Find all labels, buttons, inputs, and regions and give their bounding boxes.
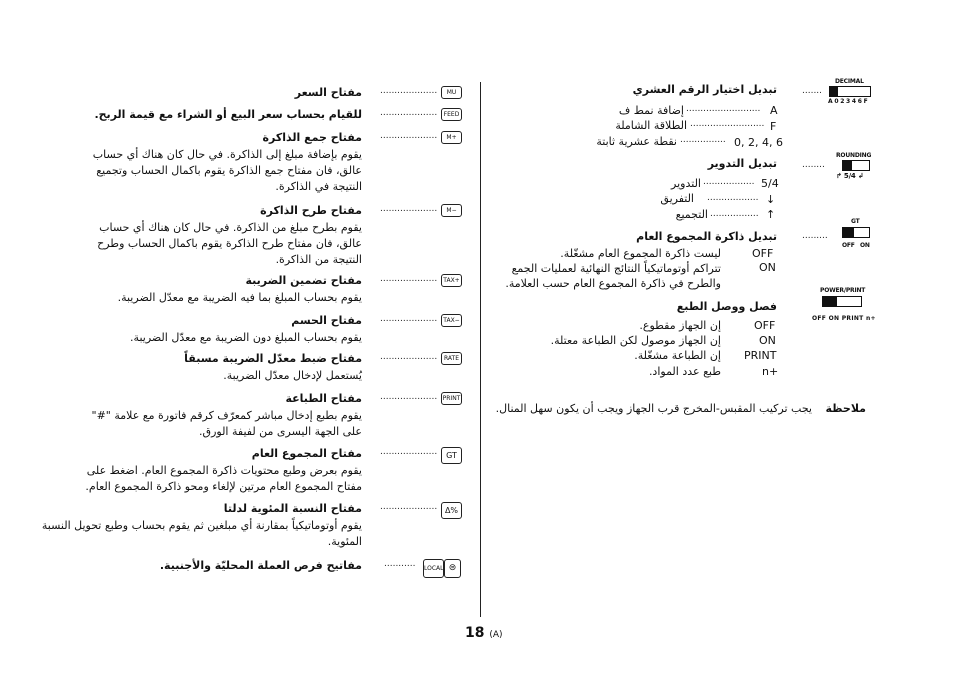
leader-dots: ......... <box>802 231 828 241</box>
decimal-row-value: A <box>770 104 778 117</box>
section-body-line: عالق، فان مفتاح طرح الذاكرة يقوم باكمال الحساب وطرح <box>97 237 362 250</box>
power-row-text: طبع عدد المواد. <box>648 365 721 378</box>
leader-dots: .................... <box>380 274 438 284</box>
leader-dots: .......................... <box>686 104 761 114</box>
section-title: مفتاح النسبة المئوية لدلتا <box>223 502 362 515</box>
section-body-line: يقوم بعرض وطبع محتويات ذاكرة المجموع العام. اضغط على <box>86 464 362 477</box>
key-icon-6: TAX− <box>441 314 462 327</box>
gt-switch-off: OFF <box>842 242 855 249</box>
section-body-line: النتيجة من الذاكرة. <box>275 253 362 266</box>
section-title: مفتاح تضمين الضريبة <box>245 274 362 287</box>
key-icon-11: LOCAL <box>423 559 444 578</box>
section-body-line: يقوم بطرح مبلغ من الذاكرة. في حال كان هناك أي حساب <box>99 221 362 234</box>
gt-switch-on: ON <box>860 242 870 249</box>
section-title: مفتاح ضبط معدّل الضريبة مسبقاً <box>184 352 362 365</box>
note-text: يجب تركيب المقبس-المخرج قرب الجهاز ويجب أن يكون سهل المنال. <box>495 402 812 415</box>
gt-row-value: ON <box>759 261 776 274</box>
rounding-switch-track[interactable] <box>842 160 870 171</box>
leader-dots: .................... <box>380 108 438 118</box>
key-icon-3: M+ <box>441 131 462 144</box>
section-body-line: يقوم بحساب المبلغ دون الضريبة مع معدّل الضريبة. <box>130 331 362 344</box>
decimal-row-text: إضافة نمط ف <box>618 104 684 117</box>
section-body-line: يُستعمل لإدخال معدّل الضريبة. <box>223 369 362 382</box>
gt-row-text: والطرح في ذاكرة المجموع العام حسب العلامة. <box>505 277 721 290</box>
power-row-text: إن الجهاز موصول لكن الطباعة معتلة. <box>550 334 721 347</box>
decimal-row-text: الطلاقة الشاملة <box>615 119 687 132</box>
section-body-line: المئوية. <box>327 535 362 548</box>
page-number-suffix: (A) <box>489 630 503 640</box>
section-body-line: النتيجة في الذاكرة. <box>275 180 362 193</box>
leader-dots: .................... <box>380 86 438 96</box>
decimal-switch-track[interactable] <box>829 86 871 97</box>
decimal-row-text: نقطة عشرية ثابتة <box>596 135 677 148</box>
decimal-switch-positions: A 0 2 3 4 6 F <box>828 98 868 105</box>
section-title: للقيام بحساب سعر البيع أو الشراء مع قيمة الربح. <box>94 108 362 121</box>
rounding-row-value: ↓ <box>766 193 776 206</box>
section-body-line: على الجهة اليسرى من لفيفة الورق. <box>199 425 362 438</box>
leader-dots: .................. <box>703 177 755 187</box>
power-row-value: OFF <box>754 319 776 332</box>
key-icon-8: PRINT <box>441 392 462 405</box>
rounding-row-value: ↑ <box>766 208 776 221</box>
power-row-value: PRINT <box>744 349 777 362</box>
section-title: مفاتيح فرص العملة المحليّة والأجنبية. <box>159 559 362 572</box>
page-number <box>465 625 503 641</box>
leader-dots: .......................... <box>690 119 765 129</box>
leader-dots: .................... <box>380 352 438 362</box>
decimal-switch-label: DECIMAL <box>835 78 864 85</box>
rounding-symbols: 5/4 <box>843 172 856 180</box>
page-number-value: 18 <box>465 625 485 641</box>
key-icon-10: Δ% <box>441 502 462 519</box>
section-title: مفتاح طرح الذاكرة <box>260 204 362 217</box>
key-icon-7: RATE <box>441 352 462 365</box>
leader-dots: ....... <box>802 86 823 96</box>
key-icon-9: GT <box>441 447 462 464</box>
gt-row-text: ليست ذاكرة المجموع العام مشغّلة. <box>560 247 721 260</box>
section-body-line: يقوم أوتوماتيكياً بمقارنة أي مبلغين ثم يقوم بحساب وطبع تحويل النسبة <box>41 519 362 532</box>
note-label: ملاحظة <box>825 402 866 415</box>
gt-switch-track[interactable] <box>842 227 870 238</box>
decimal-row-value: F <box>770 120 777 133</box>
power-row-value: ON <box>759 334 776 347</box>
key-icon-5: TAX+ <box>441 274 462 287</box>
gt-row-text: تتراكم أوتوماتيكياً النتائج النهائية لعمليات الجمع <box>511 262 721 275</box>
leader-dots: ........ <box>802 160 825 170</box>
section-title: مفتاح الحسم <box>291 314 362 327</box>
rounding-row-text: التدوير <box>671 177 701 190</box>
section-title: مفتاح الطباعة <box>285 392 362 405</box>
leader-dots: ................. <box>710 209 759 219</box>
leader-dots: .................... <box>380 502 438 512</box>
section-body-line: مفتاح المجموع العام مرتين لإلغاء ومحو ذاكرة المجموع العام. <box>85 480 362 493</box>
leader-dots: .................... <box>380 204 438 214</box>
rounding-row-text: التجميع <box>675 208 708 221</box>
leader-dots: ........... <box>384 559 416 569</box>
section-title: مفتاح جمع الذاكرة <box>262 131 362 144</box>
power-row-text: إن الجهاز مقطوع. <box>639 319 721 332</box>
leader-dots: .................... <box>380 314 438 324</box>
power-title: فصل ووصل الطبع <box>676 300 777 313</box>
power-row-text: إن الطباعة مشغّلة. <box>634 349 721 362</box>
gt-title: تبديل ذاكرة المجموع العام <box>636 230 777 243</box>
power-switch-track[interactable] <box>822 296 862 307</box>
leader-dots: ................ <box>680 135 726 145</box>
rounding-row-text: التفريق <box>660 192 694 205</box>
rounding-row-value: 5/4 <box>761 177 779 190</box>
section-body-line: يقوم بحساب المبلغ بما فيه الضريبة مع معدّل الضريبة. <box>117 291 362 304</box>
gt-row-value: OFF <box>752 247 774 260</box>
power-switch-label: POWER/PRINT <box>820 287 866 294</box>
section-body-line: عالق، فان مفتاح جمع الذاكرة يقوم باكمال الحساب وتجميع <box>96 164 362 177</box>
key-icon-1: MU <box>441 86 462 99</box>
decimal-row-value: 0, 2, 4, 6 <box>734 136 783 149</box>
key-icon-2: FEED <box>441 108 462 121</box>
decimal-title: تبديل اختيار الرقم العشري <box>632 83 777 96</box>
leader-dots: .................... <box>380 392 438 402</box>
section-title: مفتاح السعر <box>294 86 362 99</box>
power-switch-positions: OFF ON PRINT n+ <box>812 315 876 322</box>
section-body-line: يقوم بإضافة مبلغ إلى الذاكرة. في حال كان هناك أي حساب <box>92 148 362 161</box>
leader-dots: .................... <box>380 447 438 457</box>
rounding-switch-positions: ↱ 5/4 ↲ <box>836 172 864 180</box>
leader-dots: .................. <box>707 193 759 203</box>
gt-switch-label: GT <box>851 218 860 225</box>
column-divider <box>480 82 481 617</box>
section-body-line: يقوم بطبع إدخال مباشر كمعرّف كرقم فاتورة مع علامة "#" <box>91 409 362 422</box>
power-row-value: n+ <box>762 365 779 378</box>
currency-key-icon: ⊜ <box>444 559 461 578</box>
leader-dots: .................... <box>380 131 438 141</box>
key-icon-4: M− <box>441 204 462 217</box>
section-title: مفتاح المجموع العام <box>251 447 362 460</box>
rounding-switch-label: ROUNDING <box>836 152 872 159</box>
rounding-title: تبديل التدوير <box>707 157 777 170</box>
